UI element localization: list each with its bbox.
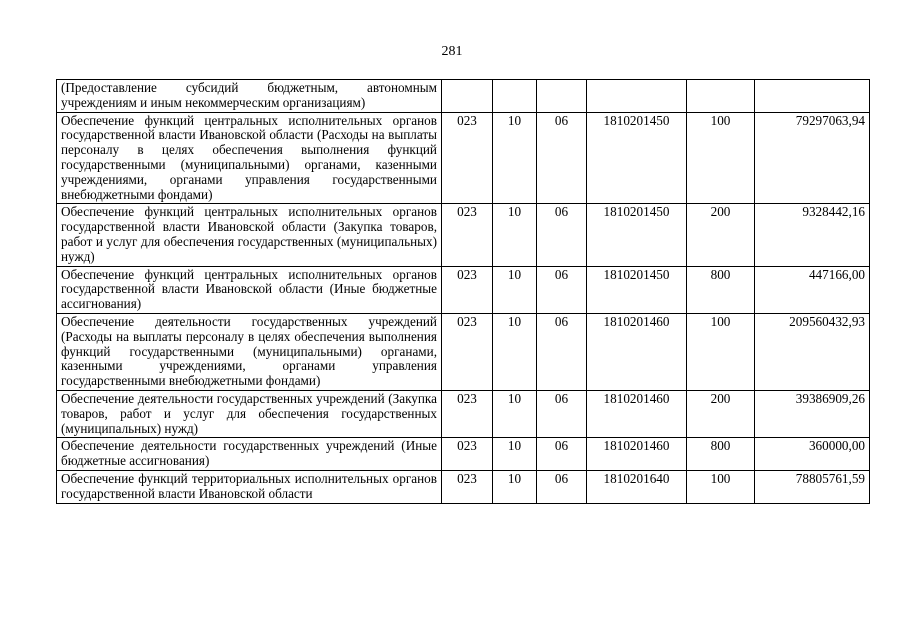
target-article-code [587,80,687,113]
amount: 39386909,26 [755,390,870,437]
table-row [57,438,870,471]
amount: 447166,00 [755,266,870,313]
target-article-code: 1810201450 [587,266,687,313]
subsection-code: 06 [537,390,587,437]
ministry-code: 023 [442,204,493,266]
target-article-code: 1810201460 [587,390,687,437]
amount: 360000,00 [755,438,870,471]
table-row [57,112,870,204]
row-description: Обеспечение функций территориальных исполнительных органов государственной власти Ивановской области [57,470,442,503]
target-article-code: 1810201450 [587,112,687,204]
section-code: 10 [493,390,537,437]
subsection-code: 06 [537,438,587,471]
ministry-code: 023 [442,313,493,390]
row-description: Обеспечение функций центральных исполнительных органов государственной власти Ивановской области (Закупка товаров, работ и услуг для обеспечения государственных (муниципальных) нужд) [57,204,442,266]
table-row [57,390,870,437]
target-article-code: 1810201640 [587,470,687,503]
subsection-code: 06 [537,470,587,503]
ministry-code: 023 [442,470,493,503]
budget-table [56,79,870,504]
section-code [493,80,537,113]
expense-type-code: 800 [687,438,755,471]
section-code: 10 [493,112,537,204]
amount: 78805761,59 [755,470,870,503]
section-code: 10 [493,438,537,471]
target-article-code: 1810201460 [587,438,687,471]
amount: 79297063,94 [755,112,870,204]
section-code: 10 [493,204,537,266]
expense-type-code [687,80,755,113]
ministry-code: 023 [442,112,493,204]
table-row [57,204,870,266]
subsection-code [537,80,587,113]
row-description: Обеспечение деятельности государственных учреждений (Иные бюджетные ассигнования) [57,438,442,471]
row-description: (Предоставление субсидий бюджетным, автономным учреждениям и иным некоммерческим организациям) [57,80,442,113]
section-code: 10 [493,266,537,313]
subsection-code: 06 [537,204,587,266]
table-row [57,313,870,390]
table-row [57,470,870,503]
expense-type-code: 800 [687,266,755,313]
section-code: 10 [493,313,537,390]
amount [755,80,870,113]
target-article-code: 1810201450 [587,204,687,266]
section-code: 10 [493,470,537,503]
amount: 9328442,16 [755,204,870,266]
page-number: 281 [441,44,463,59]
target-article-code: 1810201460 [587,313,687,390]
expense-type-code: 200 [687,390,755,437]
expense-type-code: 100 [687,112,755,204]
row-description: Обеспечение деятельности государственных учреждений (Расходы на выплаты персоналу в целях обеспечения выполнения функций государственными (муниципальными) органами, казенными учреждениями, органами управления государственными внебюджетными фондами) [57,313,442,390]
expense-type-code: 100 [687,313,755,390]
expense-type-code: 200 [687,204,755,266]
table-row [57,266,870,313]
ministry-code: 023 [442,266,493,313]
row-description: Обеспечение деятельности государственных учреждений (Закупка товаров, работ и услуг для обеспечения государственных (муниципальных) нужд) [57,390,442,437]
amount: 209560432,93 [755,313,870,390]
row-description: Обеспечение функций центральных исполнительных органов государственной власти Ивановской области (Иные бюджетные ассигнования) [57,266,442,313]
table-row [57,80,870,113]
subsection-code: 06 [537,112,587,204]
ministry-code [442,80,493,113]
row-description: Обеспечение функций центральных исполнительных органов государственной власти Ивановской области (Расходы на выплаты персоналу в целях обеспечения выполнения функций государственными (муниципальными) органами, казенными учреждениями, органами управления государственными внебюджетными фондами) [57,112,442,204]
ministry-code: 023 [442,438,493,471]
subsection-code: 06 [537,266,587,313]
ministry-code: 023 [442,390,493,437]
expense-type-code: 100 [687,470,755,503]
subsection-code: 06 [537,313,587,390]
